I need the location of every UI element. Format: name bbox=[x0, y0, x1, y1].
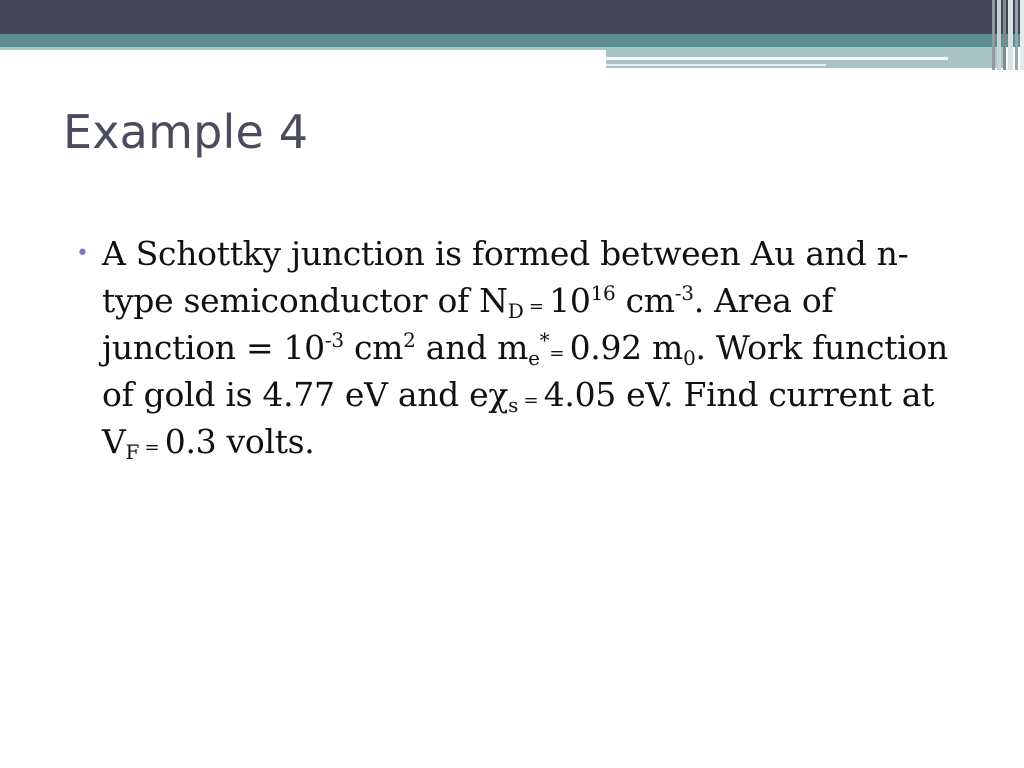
header-bar-teal bbox=[0, 34, 1024, 47]
text-run: 4.05 eV. Find current at V bbox=[102, 375, 935, 461]
text-run: 0.92 m bbox=[569, 328, 684, 367]
header-accent-line bbox=[0, 47, 606, 50]
header-right-stripes bbox=[992, 0, 1024, 70]
text-run: 0.3 volts. bbox=[164, 422, 315, 461]
superscript: * bbox=[539, 328, 550, 352]
equals-sign: = bbox=[549, 343, 570, 364]
bullet-icon: • bbox=[76, 241, 89, 266]
text-run: 10 bbox=[549, 281, 591, 320]
header-accent-white-line-2 bbox=[606, 64, 826, 66]
superscript: -3 bbox=[324, 328, 344, 352]
subscript: 0 bbox=[683, 346, 696, 370]
subscript: D bbox=[507, 299, 524, 323]
equals-sign: = bbox=[518, 390, 544, 411]
problem-statement bbox=[102, 230, 976, 465]
superscript: 2 bbox=[403, 328, 416, 352]
header-bar-dark bbox=[0, 0, 1024, 34]
superscript: -3 bbox=[674, 281, 694, 305]
text-run: . Work function of gold is 4.77 eV and eχ bbox=[102, 328, 948, 414]
equals-sign: = bbox=[139, 437, 165, 458]
text-run: . Area of junction = 10 bbox=[102, 281, 834, 367]
equals-sign: = bbox=[523, 296, 550, 317]
text-run: and m bbox=[415, 328, 529, 367]
text-run: cm bbox=[343, 328, 404, 367]
subscript: s bbox=[508, 393, 519, 417]
superscript: 16 bbox=[590, 281, 616, 305]
slide-body bbox=[76, 230, 976, 465]
text-run: cm bbox=[615, 281, 675, 320]
bullet-item bbox=[76, 230, 976, 465]
slide-title: Example 4 bbox=[63, 105, 309, 159]
subscript: e bbox=[528, 346, 540, 370]
text-run: A Schottky junction is formed between Au and n-type semiconductor of N bbox=[102, 234, 909, 320]
subscript: F bbox=[125, 440, 140, 464]
header-accent-white-line bbox=[606, 57, 948, 60]
